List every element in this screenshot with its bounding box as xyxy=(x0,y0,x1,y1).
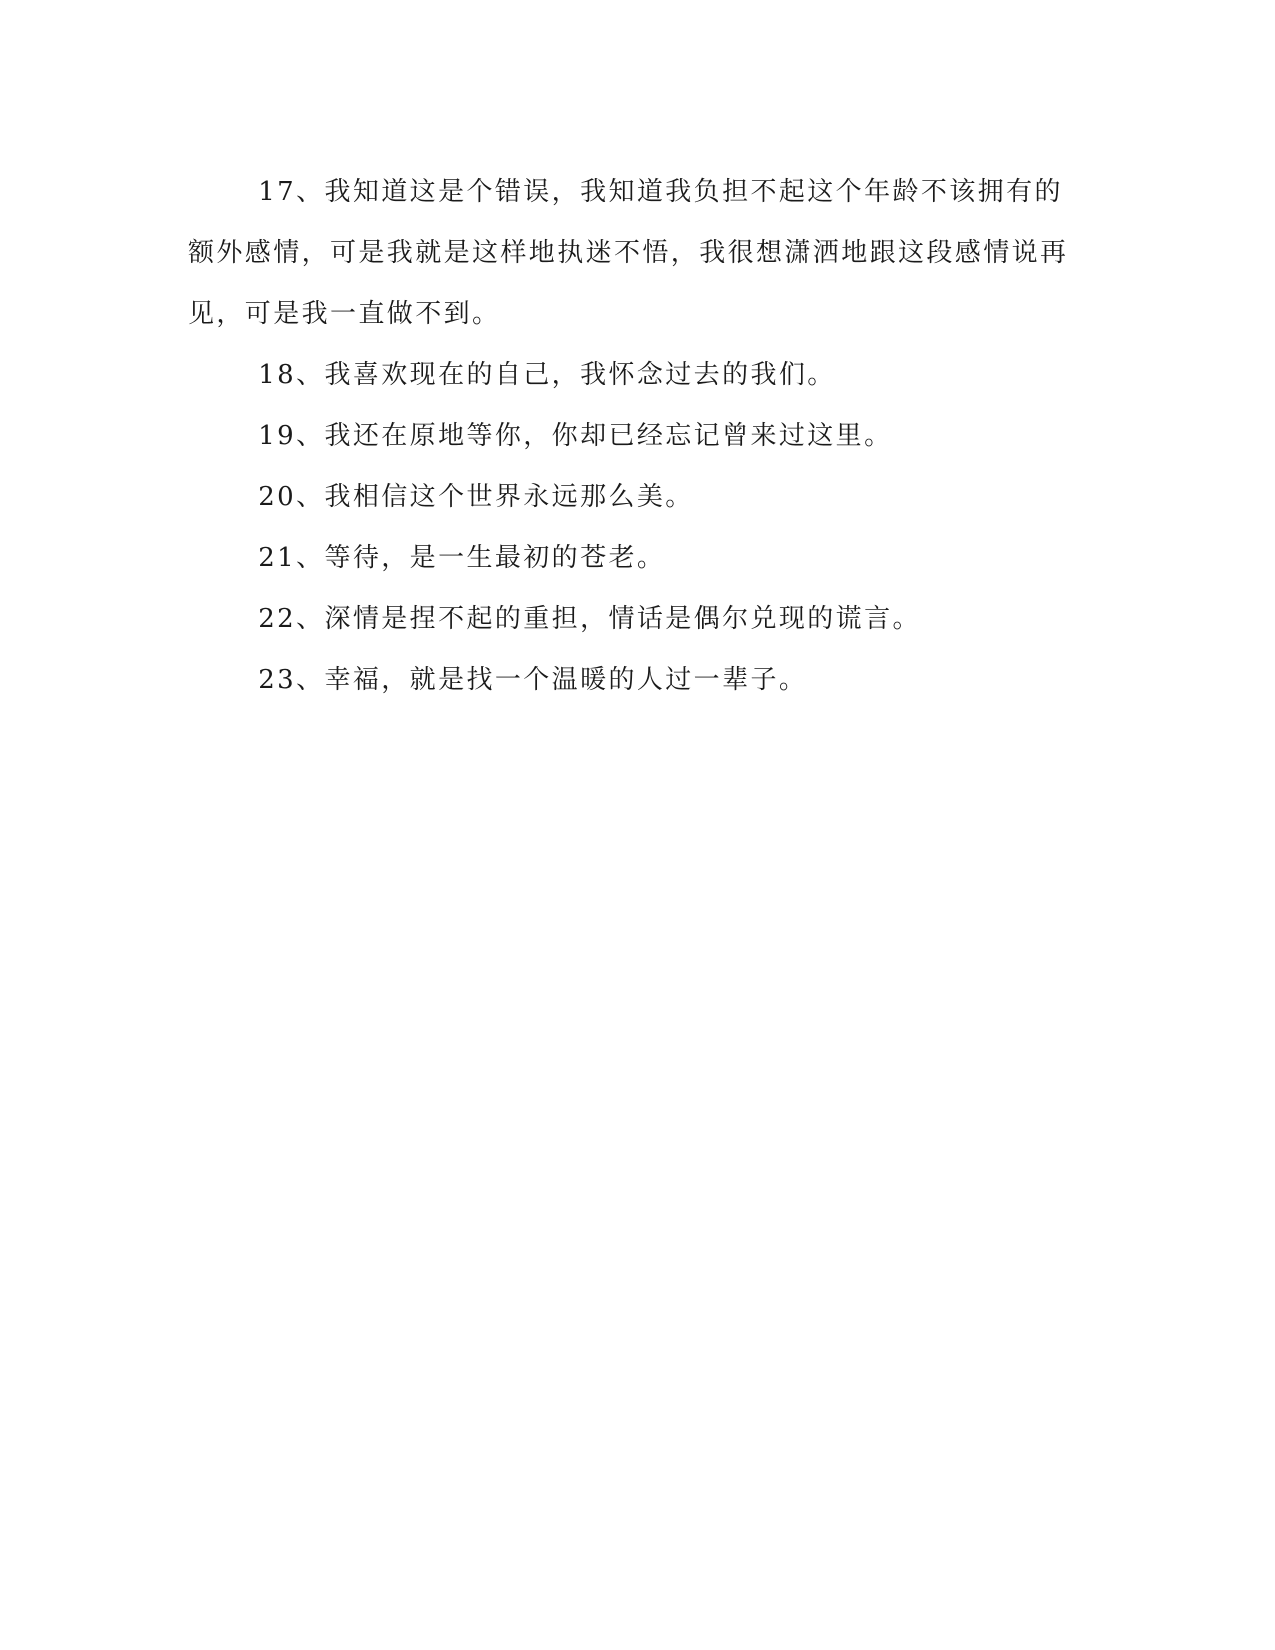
paragraph-21: 21、等待，是一生最初的苍老。 xyxy=(258,543,666,573)
paragraph-23: 23、幸福，就是找一个温暖的人过一辈子。 xyxy=(258,665,808,695)
paragraph-18: 18、我喜欢现在的自己，我怀念过去的我们。 xyxy=(258,360,836,390)
document-body xyxy=(188,162,1088,711)
paragraph-20: 20、我相信这个世界永远那么美。 xyxy=(258,482,694,512)
paragraph-19: 19、我还在原地等你，你却已经忘记曾来过这里。 xyxy=(258,421,893,451)
paragraph-22: 22、深情是捏不起的重担，情话是偶尔兑现的谎言。 xyxy=(258,604,921,634)
paragraph-17: 17、我知道这是个错误，我知道我负担不起这个年龄不该拥有的额外感情，可是我就是这样地执迷不悟，我很想潇洒地跟这段感情说再见，可是我一直做不到。 xyxy=(188,177,1069,329)
